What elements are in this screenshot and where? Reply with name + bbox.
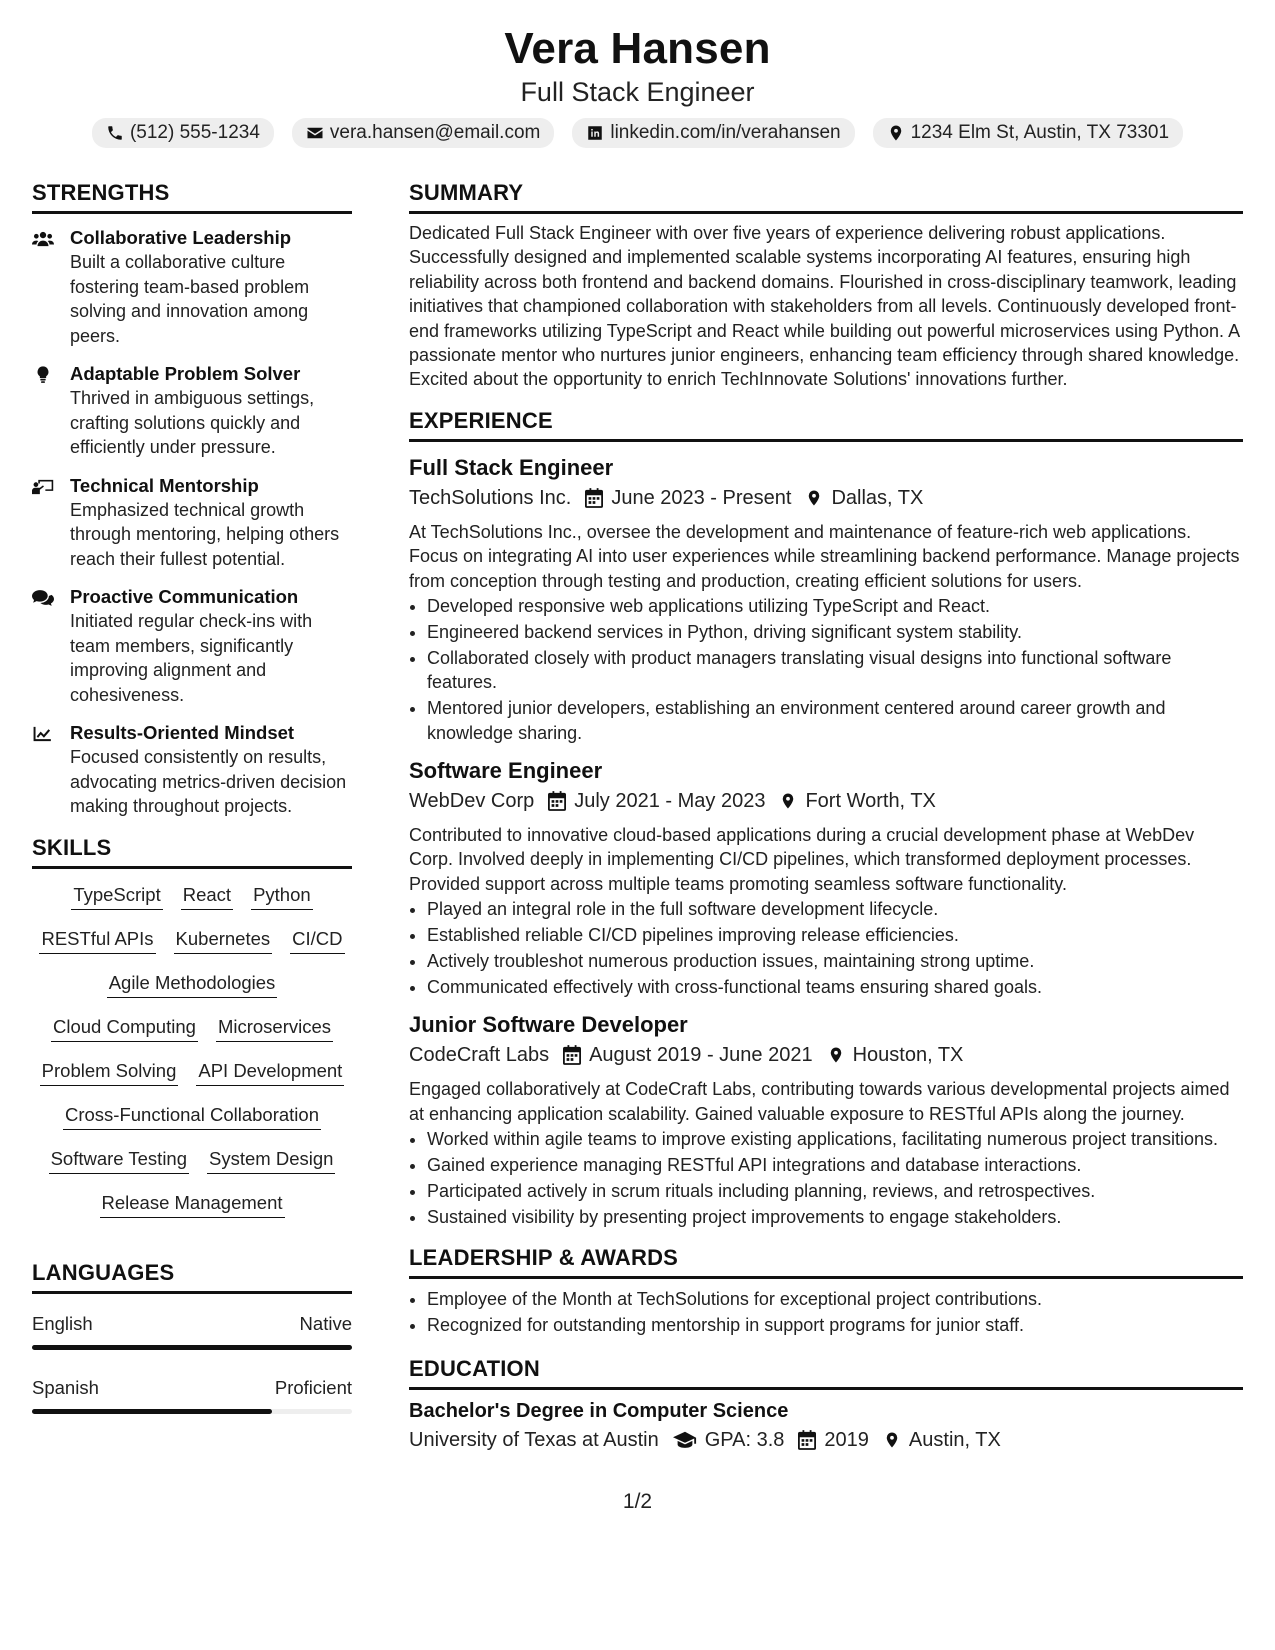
calendar-icon xyxy=(548,791,566,811)
language-level: Native xyxy=(299,1312,352,1334)
skill-tag: Kubernetes xyxy=(174,927,273,954)
phone-icon xyxy=(106,124,124,142)
leadership-list xyxy=(409,1287,1243,1337)
job-entry xyxy=(409,454,1243,745)
job-company: WebDev Corp xyxy=(409,790,535,812)
education-year: 2019 xyxy=(824,1428,869,1451)
job-bullet: • Communicated effectively with cross-functional teams ensuring shared goals. xyxy=(427,975,1243,999)
language-name: Spanish xyxy=(32,1376,99,1398)
job-location: Houston, TX xyxy=(852,1044,964,1067)
contact-email-text: vera.hansen@email.com xyxy=(329,122,541,143)
job-meta xyxy=(409,1041,1243,1069)
job-bullet: • Played an integral role in the full software development lifecycle. xyxy=(427,897,1243,921)
language-item xyxy=(32,1376,352,1414)
users-icon xyxy=(32,229,54,249)
skill-tag: TypeScript xyxy=(71,883,162,910)
leadership-heading: LEADERSHIP & AWARDS xyxy=(409,1243,1243,1279)
strengths-heading: STRENGTHS xyxy=(32,178,352,214)
job-meta xyxy=(409,484,1243,512)
job-bullet: • Developed responsive web applications utilizing TypeScript and React. xyxy=(427,594,1243,618)
language-level: Proficient xyxy=(274,1376,352,1398)
job-company: CodeCraft Labs xyxy=(409,1044,550,1067)
contact-email[interactable] xyxy=(292,118,554,148)
experience-heading: EXPERIENCE xyxy=(409,406,1243,442)
job-entry xyxy=(409,757,1243,999)
leadership-section xyxy=(409,1243,1243,1337)
job-bullet: • Worked within agile teams to improve existing applications, facilitating numerous project transitions. xyxy=(427,1127,1243,1151)
location-icon xyxy=(883,1430,901,1450)
skill-tag: Software Testing xyxy=(49,1147,189,1174)
strength-item xyxy=(32,362,352,460)
education-section xyxy=(409,1354,1243,1454)
job-bullet: • Sustained visibility by presenting project improvements to engage stakeholders. xyxy=(427,1205,1243,1229)
candidate-title: Full Stack Engineer xyxy=(520,77,755,107)
job-dates: August 2019 - June 2021 xyxy=(589,1044,813,1067)
education-meta xyxy=(409,1426,1243,1454)
job-bullet: • Actively troubleshot numerous production issues, maintaining strong uptime. xyxy=(427,949,1243,973)
contact-phone[interactable] xyxy=(92,118,274,148)
experience-section xyxy=(409,406,1243,1229)
language-proficiency-fill xyxy=(32,1409,272,1414)
strength-item xyxy=(32,226,352,348)
job-description: Contributed to innovative cloud-based applications during a crucial development phase at WebDev Corp. Involved deeply in implementing CI/CD pipelines, which transformed deployment processes. Provided support across multiple teams promoting seamless software functionality. xyxy=(409,825,1195,894)
chalkboard-teacher-icon xyxy=(32,477,54,497)
calendar-icon xyxy=(563,1045,581,1065)
job-dates: July 2021 - May 2023 xyxy=(574,790,766,812)
language-proficiency-fill xyxy=(32,1345,352,1350)
skill-tag: Problem Solving xyxy=(40,1059,179,1086)
language-proficiency-bar xyxy=(32,1409,352,1414)
location-icon xyxy=(827,1045,845,1065)
contact-linkedin-text: linkedin.com/in/verahansen xyxy=(610,122,841,143)
job-dates: June 2023 - Present xyxy=(611,486,792,509)
skill-tag: React xyxy=(181,883,233,910)
skill-tag: RESTful APIs xyxy=(39,927,155,954)
job-title: Software Engineer xyxy=(409,758,603,783)
lightbulb-icon xyxy=(32,365,54,385)
resume-header xyxy=(0,22,1275,148)
skill-tag: Cloud Computing xyxy=(51,1015,198,1042)
contact-address-text: 1234 Elm St, Austin, TX 73301 xyxy=(910,122,1170,143)
job-description: Engaged collaboratively at CodeCraft Labs, contributing towards various developmental projects aimed at enhancing application scalability. Gained valuable exposure to RESTful APIs along the journey. xyxy=(409,1079,1230,1124)
skill-tag: Microservices xyxy=(216,1015,333,1042)
skill-tag: Agile Methodologies xyxy=(107,971,278,998)
job-meta xyxy=(409,787,1243,815)
skills-list xyxy=(32,883,352,1218)
language-item xyxy=(32,1312,352,1350)
job-bullet: • Collaborated closely with product managers translating visual designs into functional software features. xyxy=(427,646,1243,695)
job-bullet: • Engineered backend services in Python, driving significant system stability. xyxy=(427,620,1243,644)
job-title: Junior Software Developer xyxy=(409,1012,688,1038)
page-number: 1/2 xyxy=(622,1490,653,1513)
candidate-name: Vera Hansen xyxy=(504,24,771,73)
skill-tag: Cross-Functional Collaboration xyxy=(63,1103,321,1130)
strength-desc: Focused consistently on results, advocating metrics-driven decision making throughout projects. xyxy=(70,747,347,816)
chart-line-icon xyxy=(32,724,54,744)
strength-title: Collaborative Leadership xyxy=(70,227,292,248)
calendar-icon xyxy=(585,488,603,508)
skills-heading: SKILLS xyxy=(32,833,352,869)
left-column xyxy=(32,178,352,1414)
email-icon xyxy=(306,124,324,142)
award-item: • Recognized for outstanding mentorship in support programs for junior staff. xyxy=(427,1313,1243,1337)
calendar-icon xyxy=(798,1430,816,1450)
linkedin-icon xyxy=(586,124,604,142)
strength-title: Proactive Communication xyxy=(70,586,299,607)
skill-tag: API Development xyxy=(196,1059,344,1086)
strength-desc: Emphasized technical growth through mentoring, helping others reach their fullest potential. xyxy=(70,499,340,569)
education-gpa: GPA: 3.8 xyxy=(704,1428,785,1451)
job-bullet: • Gained experience managing RESTful API integrations and database interactions. xyxy=(427,1153,1243,1177)
job-title: Full Stack Engineer xyxy=(409,454,614,480)
language-proficiency-bar xyxy=(32,1345,352,1350)
summary-heading: SUMMARY xyxy=(409,178,1243,214)
location-icon xyxy=(887,124,905,142)
skill-tag: System Design xyxy=(207,1147,335,1174)
contact-address[interactable] xyxy=(873,118,1183,148)
right-column xyxy=(409,178,1243,1454)
job-bullet: • Mentored junior developers, establishing an environment centered around career growth and knowledge sharing. xyxy=(427,696,1243,745)
languages-section xyxy=(32,1258,352,1414)
strength-item xyxy=(32,474,352,572)
strength-desc: Built a collaborative culture fostering team-based problem solving and innovation among peers. xyxy=(70,252,310,346)
location-icon xyxy=(805,488,823,508)
job-location: Fort Worth, TX xyxy=(805,790,936,812)
comments-icon xyxy=(32,588,54,608)
job-bullets xyxy=(409,1127,1243,1229)
job-bullets xyxy=(409,897,1243,999)
skills-section xyxy=(32,833,352,1218)
contact-bar xyxy=(0,118,1275,148)
strength-title: Adaptable Problem Solver xyxy=(70,363,301,384)
education-heading: EDUCATION xyxy=(409,1354,1243,1390)
contact-phone-text: (512) 555-1234 xyxy=(129,122,260,143)
job-bullets xyxy=(409,594,1243,745)
job-company: TechSolutions Inc. xyxy=(409,486,572,509)
job-location: Dallas, TX xyxy=(831,486,924,509)
job-description: At TechSolutions Inc., oversee the development and maintenance of feature-rich web applications. Focus on integrating AI into user experiences while streamlining backend performance. Manage projects from conception through testing and production, creating efficient solutions for users. xyxy=(409,521,1240,591)
summary-text: Dedicated Full Stack Engineer with over five years of experience delivering robust applications. Successfully designed and implemented scalable systems incorporating AI features, ensuring high reliability across both frontend and backend domains. Flourished in cross-disciplinary teamwork, leading initiatives that championed collaboration with stakeholders from all levels. Continuously developed front-end frameworks utilizing TypeScript and React while building out powerful microservices using Python. A passionate mentor who nurtures junior engineers, enhancing team efficiency through shared knowledge. Excited about the opportunity to enrich TechInnovate Solutions' innovations further. xyxy=(409,223,1240,390)
skill-tag: CI/CD xyxy=(290,927,344,954)
location-icon xyxy=(779,791,797,811)
strength-desc: Thrived in ambiguous settings, crafting solutions quickly and efficiently under pressure. xyxy=(70,388,315,457)
contact-linkedin[interactable] xyxy=(572,118,854,148)
job-bullet: • Established reliable CI/CD pipelines improving release efficiencies. xyxy=(427,923,1243,947)
education-degree: Bachelor's Degree in Computer Science xyxy=(409,1399,789,1422)
education-location: Austin, TX xyxy=(908,1428,1001,1451)
skill-tag: Python xyxy=(251,883,313,910)
strength-title: Technical Mentorship xyxy=(70,474,259,496)
graduation-cap-icon xyxy=(673,1430,697,1450)
strength-title: Results-Oriented Mindset xyxy=(70,722,295,743)
skill-tag: Release Management xyxy=(100,1191,285,1218)
strengths-list xyxy=(32,226,352,819)
strength-item xyxy=(32,585,352,707)
strength-desc: Initiated regular check-ins with team members, significantly improving alignment and cohesiveness. xyxy=(70,611,313,705)
strength-item xyxy=(32,721,352,819)
award-item: • Employee of the Month at TechSolutions for exceptional project contributions. xyxy=(427,1287,1243,1311)
education-school: University of Texas at Austin xyxy=(409,1428,659,1451)
job-bullet: • Participated actively in scrum rituals including planning, reviews, and retrospectives. xyxy=(427,1179,1243,1203)
job-entry xyxy=(409,1011,1243,1229)
language-name: English xyxy=(32,1312,93,1334)
languages-heading: LANGUAGES xyxy=(32,1258,352,1294)
